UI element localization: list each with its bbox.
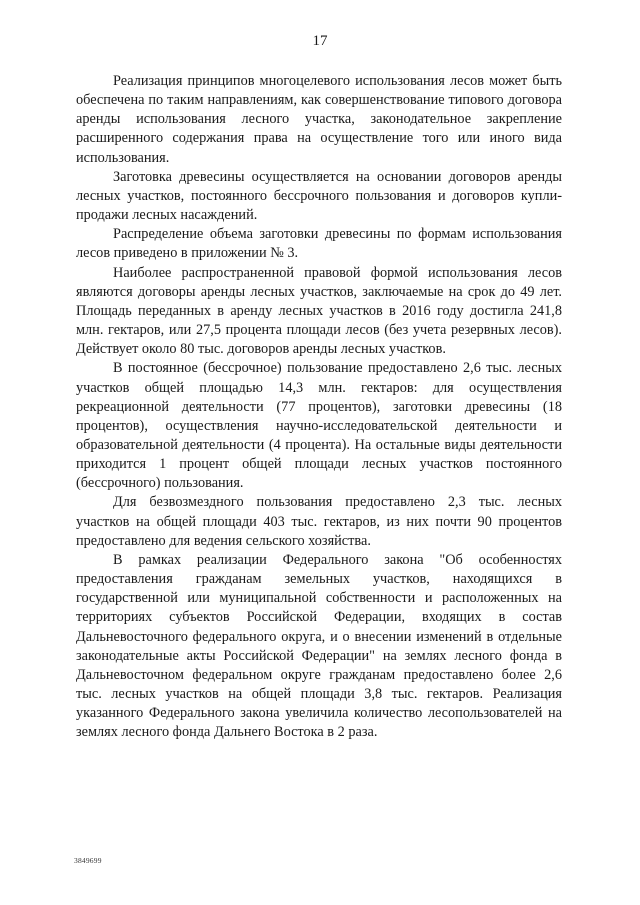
paragraph-harvest-distribution: Распределение объема заготовки древесины по формам использования лесов приведено в приложении № 3. <box>76 226 562 262</box>
paragraph-timber-harvesting: Заготовка древесины осуществляется на основании договоров аренды лесных участков, постоянного бессрочного пользования и договоров купли-продажи лесных насаждений. <box>76 168 562 224</box>
paragraph-multipurpose-use: Реализация принципов многоцелевого использования лесов может быть обеспечена по таким направлениям, как совершенствование типового договора аренды использования лесного участка, законодательное закрепление расширенного содержания права на осуществление того или иного вида использования. <box>76 73 562 166</box>
paragraph-far-east-law: В рамках реализации Федерального закона "Об особенностях предоставления гражданам земельных участков, находящихся в государственной или муниципальной собственности и расположенных на территориях субъектов Российской Федерации, входящих в состав Дальневосточного федерального округа, и о внесении изменений в отдельные законодательные акты Российской Федерации" на землях лесного фонда в Дальневосточном федеральном округе гражданам предоставлено более 2,6 тыс. лесных участков на общей площади 3,8 тыс. гектаров. Реализация указанного Федерального закона увеличила количество лесопользователей на землях лесного фонда Дальнего Востока в 2 раза. <box>76 551 562 741</box>
page-number: 17 <box>312 33 328 49</box>
paragraph-permanent-use: В постоянное (бессрочное) пользование предоставлено 2,6 тыс. лесных участков общей площадью 14,3 млн. гектаров: для осуществления рекреационной деятельности (77 процентов), заготовки древесины (18 процентов), осуществления научно-исследовательской деятельности и образовательной деятельности (4 процента). На остальные виды деятельности приходится 1 процент общей площади лесных участков постоянного (бессрочного) пользования. <box>76 360 562 492</box>
document-code: 3849699 <box>74 856 102 865</box>
paragraph-lease-agreements: Наиболее распространенной правовой формой использования лесов являются договоры аренды лесных участков, заключаемые на срок до 49 лет. Площадь переданных в аренду лесных участков в 2016 году достигла 241,8 млн. гектаров, или 27,5 процента площади лесов (без учета резервных лесов). Действует около 80 тыс. договоров аренды лесных участков. <box>76 264 562 358</box>
paragraph-free-use: Для безвозмездного пользования предоставлено 2,3 тыс. лесных участков на общей площади 403 тыс. гектаров, из них почти 90 процентов предоставлено для ведения сельского хозяйства. <box>76 494 562 549</box>
document-body <box>76 72 562 742</box>
